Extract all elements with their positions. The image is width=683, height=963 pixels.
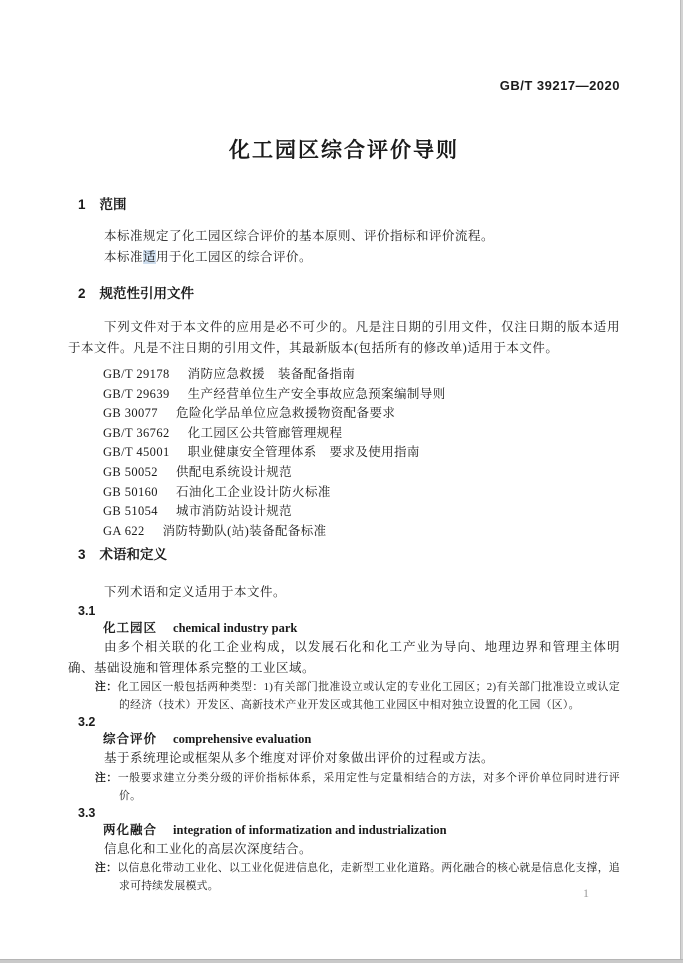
section-title: 规范性引用文件 xyxy=(99,286,195,301)
scope-p2-pre: 本标准 xyxy=(104,250,144,264)
reference-item xyxy=(103,443,620,463)
term-english: chemical industry park xyxy=(173,621,298,636)
section-title: 术语和定义 xyxy=(99,547,168,563)
term-entry-number: 3.3 xyxy=(78,805,96,820)
reference-list xyxy=(103,365,620,541)
normative-refs-intro: 下列文件对于本文件的应用是必不可少的。凡是注日期的引用文件，仅注日期的版本适用于本文件。凡是不注日期的引用文件，其最新版本(包括所有的修改单)适用于本文件。 xyxy=(68,320,620,355)
reference-code: GB 50052 xyxy=(103,464,158,479)
section-number: 2 xyxy=(78,286,86,301)
term-definition: 基于系统理论或框架从多个维度对评价对象做出评价的过程或方法。 xyxy=(104,751,495,766)
reference-title: 化工园区公共管廊管理规程 xyxy=(187,425,343,440)
reference-code: GB/T 45001 xyxy=(103,445,170,460)
note-label: 注： xyxy=(95,771,118,784)
document-title: 化工园区综合评价导则 xyxy=(229,139,459,162)
terms-intro: 下列术语和定义适用于本文件。 xyxy=(104,585,287,600)
reference-title: 危险化学品单位应急救援物资配备要求 xyxy=(175,406,396,421)
reference-title: 生产经营单位生产安全事故应急预案编制导则 xyxy=(187,386,446,401)
reference-code: GB/T 36762 xyxy=(103,425,170,440)
reference-item xyxy=(103,365,620,385)
reference-title: 消防应急救援 装备配备指南 xyxy=(187,367,356,381)
reference-item xyxy=(103,463,620,483)
term-chinese: 综合评价 xyxy=(103,732,158,747)
term-note xyxy=(95,769,620,805)
reference-code: GB/T 29639 xyxy=(103,386,170,401)
section-number: 3 xyxy=(78,547,86,563)
standard-code: GB/T 39217—2020 xyxy=(499,78,620,93)
note-text: 化工园区一般包括两种类型：1)有关部门批准设立或认定的专业化工园区；2)有关部门批准设立或认定的经济（技术）开发区、高新技术产业开发区或其他工业园区中相对独立设置的化工园（区）。 xyxy=(117,681,620,712)
page-content xyxy=(68,0,620,895)
section-heading-terms xyxy=(78,546,620,564)
reference-title: 城市消防站设计规范 xyxy=(175,504,293,519)
term-heading xyxy=(103,822,620,839)
term-entry-number: 3.2 xyxy=(78,715,96,730)
section-heading-scope xyxy=(78,196,620,214)
reference-code: GB 51054 xyxy=(103,504,158,519)
term-chinese: 化工园区 xyxy=(103,621,158,636)
term-entry-number: 3.1 xyxy=(78,604,96,619)
reference-code: GA 622 xyxy=(103,523,145,538)
reference-item xyxy=(103,483,620,503)
scope-p2-post: 用于化工园区的综合评价。 xyxy=(156,250,313,264)
note-text: 以信息化带动工业化、以工业化促进信息化，走新型工业化道路。两化融合的核心就是信息化支撑，追求可持续发展模式。 xyxy=(117,862,620,893)
reference-title: 石油化工企业设计防火标准 xyxy=(175,484,331,499)
page-number: 1 xyxy=(583,886,589,900)
term-chinese: 两化融合 xyxy=(103,822,158,837)
term-definition: 信息化和工业化的高层次深度结合。 xyxy=(104,841,313,856)
section-heading-normative-refs xyxy=(78,285,620,303)
note-text: 一般要求建立分类分级的评价指标体系，采用定性与定量相结合的方法，对多个评价单位同时进行评价。 xyxy=(117,771,620,802)
reference-item xyxy=(103,404,620,424)
note-label: 注： xyxy=(95,681,118,694)
term-note xyxy=(95,678,620,714)
reference-item xyxy=(103,424,620,444)
section-title: 范围 xyxy=(99,197,127,212)
term-english: integration of informatization and industrialization xyxy=(173,822,447,837)
reference-item xyxy=(103,502,620,522)
reference-item xyxy=(103,522,620,542)
term-definition: 由多个相关联的化工企业构成，以发展石化和化工产业为导向、地理边界和管理主体明确、基础设施和管理体系完整的工业区域。 xyxy=(68,640,620,675)
reference-code: GB 30077 xyxy=(103,406,158,421)
term-note xyxy=(95,859,620,895)
reference-item xyxy=(103,385,620,405)
highlighted-character: 适 xyxy=(143,250,157,264)
scope-paragraph-1: 本标准规定了化工园区综合评价的基本原则、评价指标和评价流程。 xyxy=(104,229,495,243)
scope-paragraph-2 xyxy=(68,247,620,268)
reference-title: 消防特勤队(站)装备配备标准 xyxy=(162,523,327,538)
reference-title: 供配电系统设计规范 xyxy=(175,464,293,479)
term-english: comprehensive evaluation xyxy=(173,732,312,747)
section-number: 1 xyxy=(78,197,86,212)
scan-edge-bottom xyxy=(0,959,683,963)
term-heading xyxy=(103,731,620,748)
reference-code: GB/T 29178 xyxy=(103,367,170,381)
term-heading xyxy=(103,620,620,637)
note-label: 注： xyxy=(95,862,118,875)
reference-title: 职业健康安全管理体系 要求及使用指南 xyxy=(187,445,420,460)
reference-code: GB 50160 xyxy=(103,484,158,499)
